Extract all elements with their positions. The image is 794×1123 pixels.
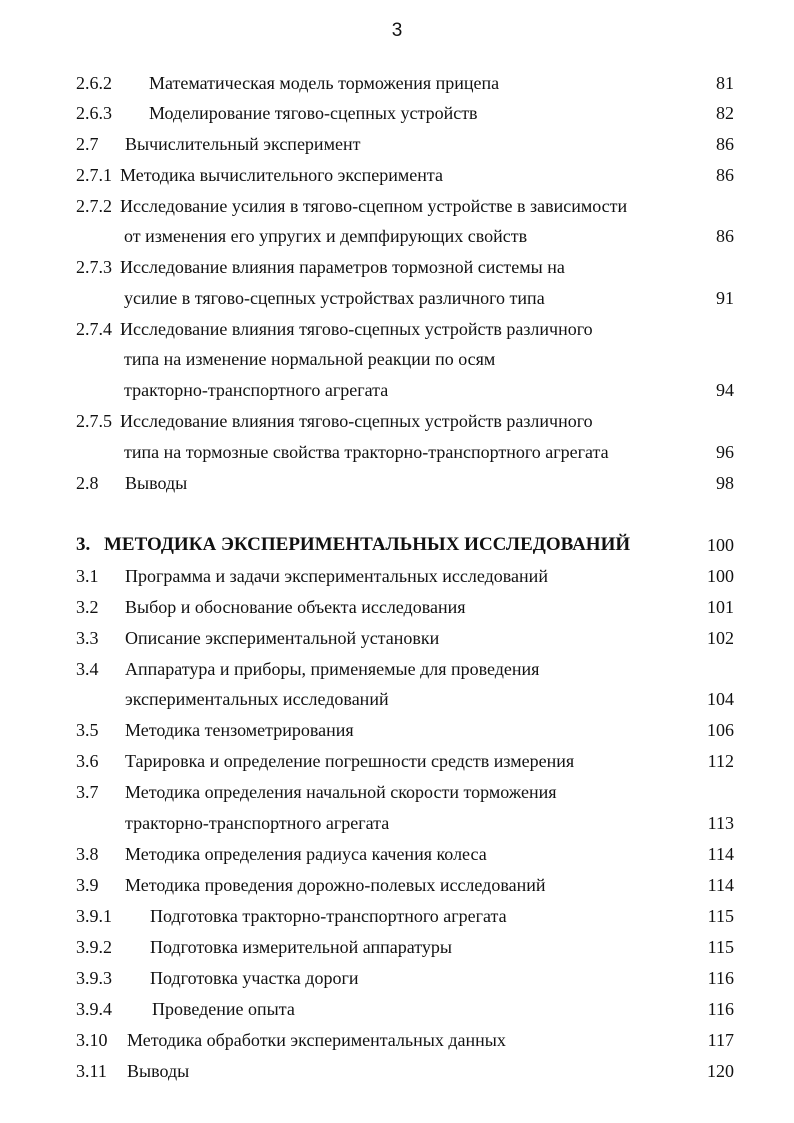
toc-page: 98 <box>716 473 734 493</box>
toc-number: 3.8 <box>76 844 99 864</box>
toc-entry-2-7-5[interactable] <box>0 408 794 434</box>
toc-number: 3.6 <box>76 751 99 771</box>
toc-entry-3-9-1[interactable] <box>0 903 794 929</box>
toc-entry-3-4[interactable] <box>0 656 794 682</box>
toc-entry-3-11[interactable] <box>0 1058 794 1084</box>
toc-page: 81 <box>716 73 734 93</box>
toc-page: 82 <box>716 103 734 123</box>
toc-title: Методика проведения дорожно-полевых исследований <box>125 875 546 895</box>
toc-entry-3-7-cont <box>0 810 794 836</box>
toc-number: 3.1 <box>76 566 99 586</box>
toc-page: 94 <box>716 380 734 400</box>
toc-entry-3-6[interactable] <box>0 748 794 774</box>
toc-title: Выводы <box>125 473 188 493</box>
toc-entry-2-7-3-cont <box>0 285 794 311</box>
toc-page: 114 <box>707 875 734 895</box>
toc-entry-2-7-5-cont <box>0 439 794 465</box>
toc-entry-2-7-2[interactable] <box>0 193 794 219</box>
toc-page: 86 <box>716 165 734 185</box>
toc-number: 2.8 <box>76 473 99 493</box>
toc-title: Проведение опыта <box>152 999 295 1019</box>
toc-page: 100 <box>707 535 734 555</box>
toc-title: Исследование влияния тягово-сцепных устройств различного <box>120 319 593 339</box>
toc-page: 100 <box>707 566 734 586</box>
toc-title: Моделирование тягово-сцепных устройств <box>149 103 478 123</box>
toc-number: 3.7 <box>76 782 99 802</box>
toc-number: 3.10 <box>76 1030 108 1050</box>
toc-title-continued: от изменения его упругих и демпфирующих свойств <box>124 226 528 246</box>
toc-page: 115 <box>707 906 734 926</box>
toc-page: 116 <box>707 999 734 1019</box>
toc-entry-3-9-2[interactable] <box>0 934 794 960</box>
toc-entry-2-7-4-cont2 <box>0 377 794 403</box>
toc-number: 3.9.2 <box>76 937 112 957</box>
toc-entry-2-7-4-cont <box>0 346 794 372</box>
toc-title-continued: тракторно-транспортного агрегата <box>125 813 390 833</box>
toc-number: 3.2 <box>76 597 99 617</box>
toc-number: 2.7.3 <box>76 257 112 277</box>
toc-chapter-3[interactable] <box>0 532 794 558</box>
toc-title-continued: типа на тормозные свойства тракторно-транспортного агрегата <box>124 442 609 462</box>
toc-title: Вычислительный эксперимент <box>125 134 361 154</box>
toc-title: Исследование усилия в тягово-сцепном устройстве в зависимости <box>120 196 628 216</box>
toc-title: Тарировка и определение погрешности средств измерения <box>125 751 575 771</box>
toc-title: Подготовка тракторно-транспортного агрегата <box>150 906 507 926</box>
toc-page: 116 <box>707 968 734 988</box>
toc-page: 114 <box>707 844 734 864</box>
toc-title: Аппаратура и приборы, применяемые для проведения <box>125 659 540 679</box>
toc-page: 115 <box>707 937 734 957</box>
toc-title: Исследование влияния тягово-сцепных устройств различного <box>120 411 593 431</box>
toc-page: 104 <box>707 689 734 709</box>
toc-title: Программа и задачи экспериментальных исследований <box>125 566 548 586</box>
toc-entry-3-3[interactable] <box>0 625 794 651</box>
toc-number: 3. <box>76 534 91 555</box>
toc-entry-2-8[interactable] <box>0 470 794 496</box>
toc-number: 2.7 <box>76 134 99 154</box>
toc-page: 117 <box>707 1030 734 1050</box>
toc-entry-2-6-3[interactable] <box>0 100 794 126</box>
toc-page: 96 <box>716 442 734 462</box>
toc-page: 120 <box>707 1061 734 1081</box>
toc-entry-3-9[interactable] <box>0 872 794 898</box>
toc-title-continued: усилие в тягово-сцепных устройствах различного типа <box>124 288 545 308</box>
toc-title-continued: тракторно-транспортного агрегата <box>124 380 389 400</box>
toc-title-continued: типа на изменение нормальной реакции по осям <box>124 349 496 369</box>
toc-page: 86 <box>716 134 734 154</box>
toc-title: Математическая модель торможения прицепа <box>149 73 500 93</box>
toc-entry-3-9-4[interactable] <box>0 996 794 1022</box>
toc-title: Описание экспериментальной установки <box>125 628 440 648</box>
toc-page: 106 <box>707 720 734 740</box>
toc-title: Исследование влияния параметров тормозной системы на <box>120 257 565 277</box>
toc-number: 3.3 <box>76 628 99 648</box>
toc-entry-3-2[interactable] <box>0 594 794 620</box>
toc-entry-2-7-4[interactable] <box>0 316 794 342</box>
toc-page: 112 <box>707 751 734 771</box>
toc-number: 3.4 <box>76 659 99 679</box>
toc-entry-3-4-cont <box>0 686 794 712</box>
toc-entry-3-1[interactable] <box>0 563 794 589</box>
toc-page: 91 <box>716 288 734 308</box>
toc-number: 2.7.5 <box>76 411 112 431</box>
toc-page: 86 <box>716 226 734 246</box>
toc-entry-2-7-1[interactable] <box>0 162 794 188</box>
toc-entry-3-7[interactable] <box>0 779 794 805</box>
toc-entry-3-9-3[interactable] <box>0 965 794 991</box>
toc-title: Методика обработки экспериментальных данных <box>127 1030 506 1050</box>
toc-number: 3.9.3 <box>76 968 112 988</box>
toc-entry-3-5[interactable] <box>0 717 794 743</box>
toc-entry-2-7-2-cont <box>0 223 794 249</box>
toc-title: Подготовка измерительной аппаратуры <box>150 937 452 957</box>
toc-title: Методика определения радиуса качения колеса <box>125 844 487 864</box>
toc-title: Методика определения начальной скорости торможения <box>125 782 557 802</box>
toc-entry-2-7[interactable] <box>0 131 794 157</box>
toc-entry-2-7-3[interactable] <box>0 254 794 280</box>
toc-title: Методика тензометрирования <box>125 720 354 740</box>
toc-number: 2.7.1 <box>76 165 112 185</box>
toc-title: Методика вычислительного эксперимента <box>120 165 443 185</box>
toc-page: 101 <box>707 597 734 617</box>
toc-page: 113 <box>707 813 734 833</box>
toc-number: 3.11 <box>76 1061 107 1081</box>
toc-number: 2.7.4 <box>76 319 112 339</box>
toc-entry-3-10[interactable] <box>0 1027 794 1053</box>
toc-title-continued: экспериментальных исследований <box>125 689 389 709</box>
toc-page: 102 <box>707 628 734 648</box>
toc-entry-2-6-2[interactable] <box>0 70 794 96</box>
toc-title: Подготовка участка дороги <box>150 968 359 988</box>
toc-number: 3.5 <box>76 720 99 740</box>
page-number: 3 <box>391 20 403 41</box>
toc-number: 3.9.4 <box>76 999 112 1019</box>
toc-number: 2.6.2 <box>76 73 112 93</box>
toc-number: 2.7.2 <box>76 196 112 216</box>
toc-entry-3-8[interactable] <box>0 841 794 867</box>
toc-number: 2.6.3 <box>76 103 112 123</box>
toc-title: Выводы <box>127 1061 190 1081</box>
toc-number: 3.9.1 <box>76 906 112 926</box>
toc-chapter-title: МЕТОДИКА ЭКСПЕРИМЕНТАЛЬНЫХ ИССЛЕДОВАНИЙ <box>104 534 631 555</box>
toc-number: 3.9 <box>76 875 99 895</box>
toc-title: Выбор и обоснование объекта исследования <box>125 597 466 617</box>
